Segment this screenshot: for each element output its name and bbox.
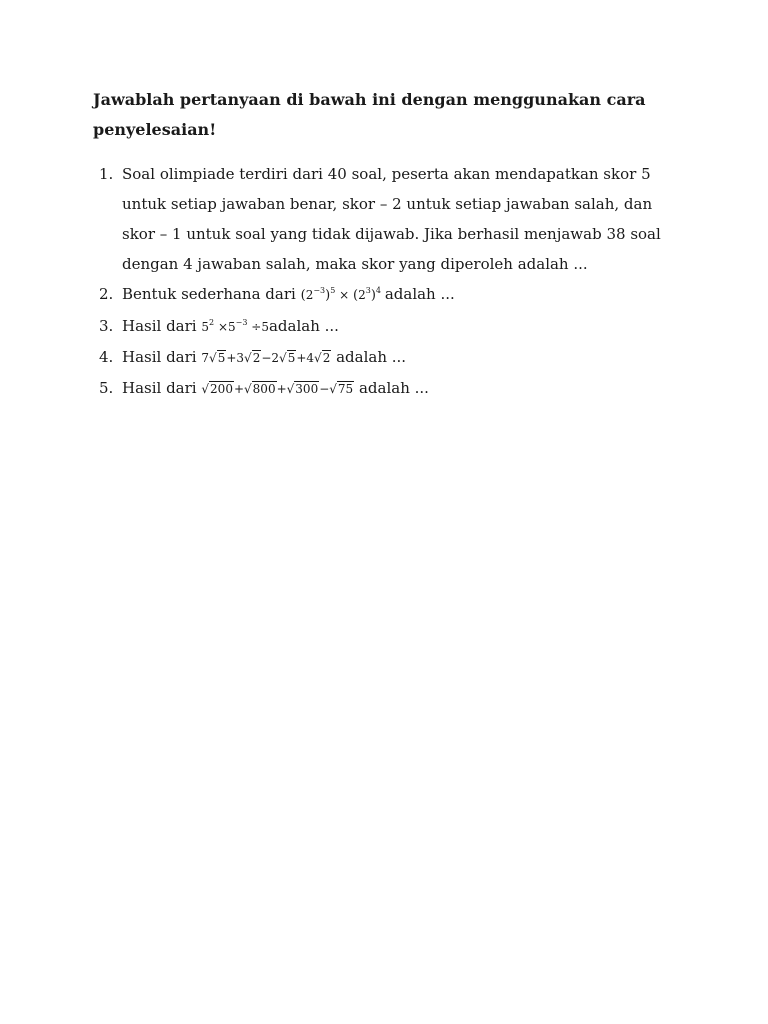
math-expression: 7√5+3√2−2√5+4√2 [201,351,331,365]
question-suffix: adalah ... [358,379,429,397]
question-prefix: Hasil dari [122,348,197,366]
question-text: Soal olimpiade terdiri dari 40 soal, peserta akan mendapatkan skor 5 untuk setiap jawaban benar, skor – 2 untuk setiap jawaban salah, dan skor – 1 untuk soal yang tidak dijawab. Jika berhasil menjawab 38 soal dengan 4 jawaban salah, maka skor yang diperoleh adalah ... [122,165,661,273]
question-4 [99,342,689,373]
question-3 [99,311,689,342]
question-number: 1. [99,165,114,183]
question-suffix: adalah ... [268,317,339,335]
question-suffix: adalah ... [336,348,407,366]
question-5 [99,373,689,404]
question-2 [99,279,689,311]
question-list [99,159,689,404]
math-expression: $5^2 \times 5^{-3} \div 5$ [201,318,269,334]
math-expression: √200+√800+√300−√75 [201,382,354,396]
math-expression: $(2^{-3})^5 \times (2^3)^4$ [300,286,381,303]
question-number: 5. [99,379,114,397]
question-number: 3. [99,317,114,335]
question-prefix: Hasil dari [122,379,197,397]
question-suffix: adalah ... [384,285,455,303]
question-number: 4. [99,348,114,366]
question-prefix: Hasil dari [122,317,197,335]
page-heading: Jawablah pertanyaan di bawah ini dengan menggunakan cara penyelesaian! [93,90,646,139]
question-prefix: Bentuk sederhana dari [122,285,296,303]
question-number: 2. [99,285,114,303]
question-1 [99,159,689,279]
